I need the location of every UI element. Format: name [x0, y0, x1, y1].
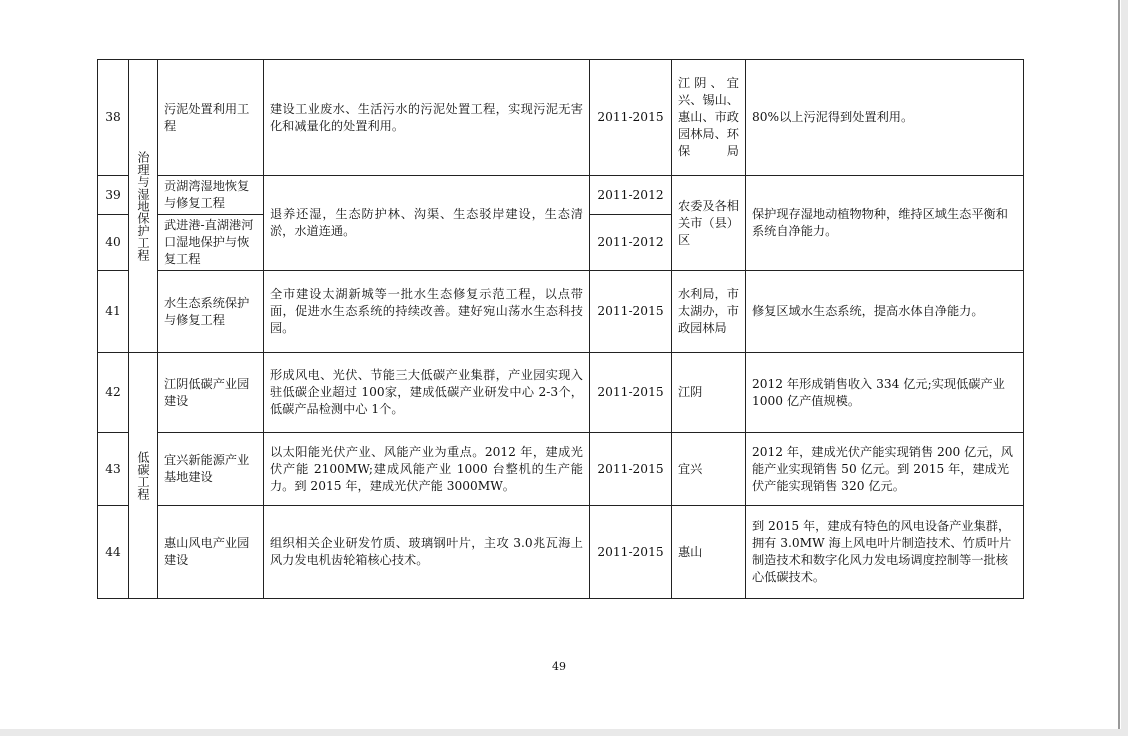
project-period: 2011-2012 — [590, 215, 672, 271]
project-name: 污泥处置利用工程 — [158, 60, 264, 176]
responsible-unit: 江阴、宜兴、锡山、惠山、市政园林局、环保局 — [672, 60, 746, 176]
table-row — [98, 433, 1024, 506]
table-row — [98, 271, 1024, 353]
project-name: 武进港-直湖港河口湿地保护与恢复工程 — [158, 215, 264, 271]
project-period: 2011-2015 — [590, 506, 672, 599]
row-number: 38 — [98, 60, 129, 176]
table-row — [98, 353, 1024, 433]
table-row — [98, 60, 1024, 176]
category-cell: 治理与湿地保护工程 — [129, 60, 158, 353]
project-content: 组织相关企业研发竹质、玻璃钢叶片，主攻 3.0兆瓦海上风力发电机齿轮箱核心技术。 — [264, 506, 590, 599]
project-name: 江阴低碳产业园建设 — [158, 353, 264, 433]
project-name: 水生态系统保护与修复工程 — [158, 271, 264, 353]
project-content: 以太阳能光伏产业、风能产业为重点。2012 年，建成光伏产能 2100MW;建成风能产业 1000 台整机的生产能力。到 2015 年，建成光伏产能 3000MW。 — [264, 433, 590, 506]
project-period: 2011-2012 — [590, 176, 672, 215]
project-period: 2011-2015 — [590, 60, 672, 176]
responsible-unit: 水利局，市太湖办，市政园林局 — [672, 271, 746, 353]
table-row — [98, 506, 1024, 599]
project-goal: 到 2015 年，建成有特色的风电设备产业集群，拥有 3.0MW 海上风电叶片制造技术、竹质叶片制造技术和数字化风力发电场调度控制等一批核心低碳技术。 — [746, 506, 1024, 599]
row-number: 44 — [98, 506, 129, 599]
project-content: 形成风电、光伏、节能三大低碳产业集群，产业园实现入驻低碳企业超过 100家，建成低碳产业研发中心 2-3个，低碳产品检测中心 1个。 — [264, 353, 590, 433]
page-shadow-bottom — [0, 729, 1128, 736]
page-edge — [1118, 0, 1120, 736]
project-content: 全市建设太湖新城等一批水生态修复示范工程，以点带面，促进水生态系统的持续改善。建好宛山荡水生态科技园。 — [264, 271, 590, 353]
table-row — [98, 176, 1024, 215]
page-number: 49 — [552, 660, 566, 673]
row-number: 41 — [98, 271, 129, 353]
project-period: 2011-2015 — [590, 271, 672, 353]
row-number: 39 — [98, 176, 129, 215]
category-cell: 低碳工程 — [129, 353, 158, 599]
responsible-unit: 农委及各相关市（县）区 — [672, 176, 746, 271]
project-name: 惠山风电产业园建设 — [158, 506, 264, 599]
project-goal: 修复区域水生态系统，提高水体自净能力。 — [746, 271, 1024, 353]
responsible-unit: 宜兴 — [672, 433, 746, 506]
project-table — [97, 59, 1024, 599]
project-name: 宜兴新能源产业基地建设 — [158, 433, 264, 506]
responsible-unit: 惠山 — [672, 506, 746, 599]
project-content: 建设工业废水、生活污水的污泥处置工程，实现污泥无害化和减量化的处置利用。 — [264, 60, 590, 176]
project-period: 2011-2015 — [590, 433, 672, 506]
row-number: 43 — [98, 433, 129, 506]
project-name: 贡湖湾湿地恢复与修复工程 — [158, 176, 264, 215]
responsible-unit: 江阴 — [672, 353, 746, 433]
row-number: 42 — [98, 353, 129, 433]
project-goal: 保护现存湿地动植物物种，维持区域生态平衡和系统自净能力。 — [746, 176, 1024, 271]
project-goal: 80%以上污泥得到处置利用。 — [746, 60, 1024, 176]
row-number: 40 — [98, 215, 129, 271]
project-goal: 2012 年，建成光伏产能实现销售 200 亿元，风能产业实现销售 50 亿元。到 2015 年，建成光伏产能实现销售 320 亿元。 — [746, 433, 1024, 506]
project-goal: 2012 年形成销售收入 334 亿元;实现低碳产业 1000 亿产值规模。 — [746, 353, 1024, 433]
project-period: 2011-2015 — [590, 353, 672, 433]
page-shadow — [1121, 0, 1128, 736]
project-content: 退养还湿，生态防护林、沟渠、生态驳岸建设，生态清淤，水道连通。 — [264, 176, 590, 271]
